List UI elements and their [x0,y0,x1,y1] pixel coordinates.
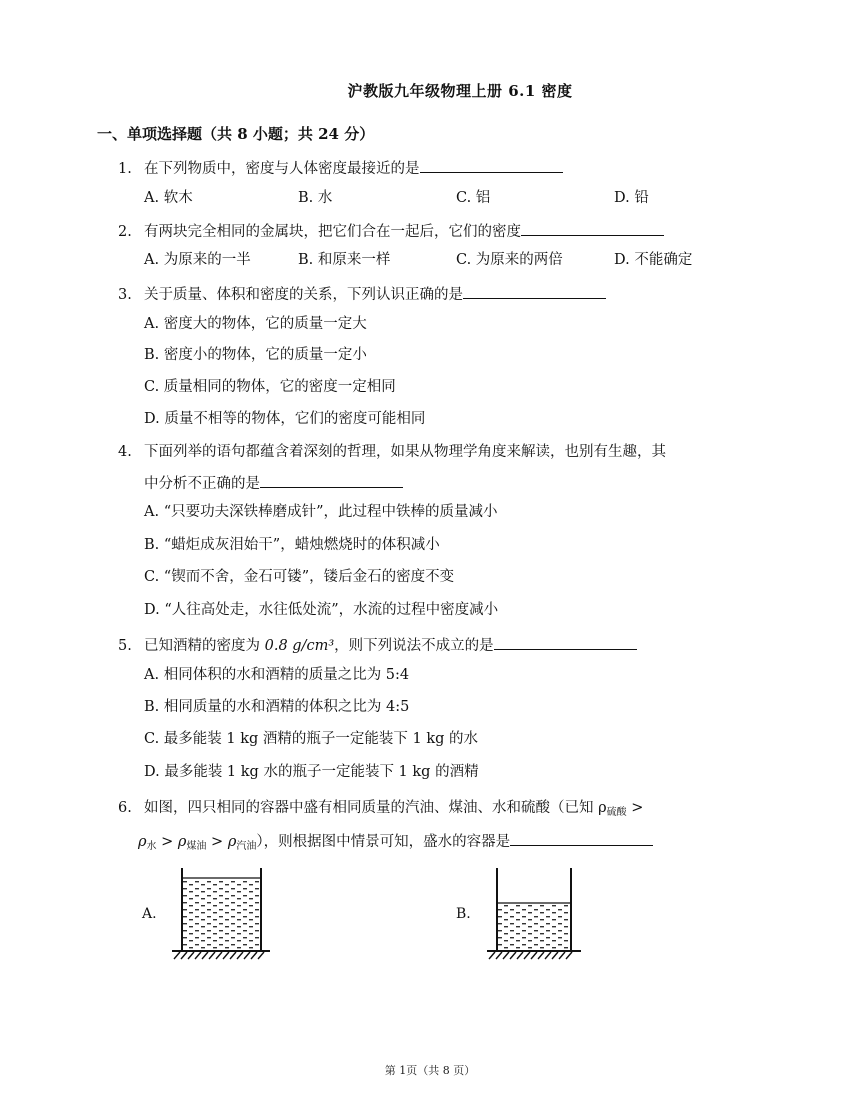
question-3 [118,283,606,305]
option-a: A. “只要功夫深铁棒磨成针”，此过程中铁棒的质量减小 [144,504,498,520]
figure-label-b: B. [456,906,471,922]
option-c: C. 最多能装 1 kg 酒精的瓶子一定能装下 1 kg 的水 [144,731,479,747]
answer-blank[interactable] [420,157,563,173]
rho-symbol: ρ [227,834,237,850]
option-c: C. 质量相同的物体，它的密度一定相同 [144,379,396,395]
question-4-line2 [144,472,403,494]
option-d: D. 最多能装 1 kg 水的瓶子一定能装下 1 kg 的酒精 [144,764,479,780]
answer-blank[interactable] [463,283,606,299]
option-b: B. 水 [298,190,333,206]
question-stem-line1: 如图，四只相同的容器中盛有相同质量的汽油、煤油、水和硫酸（已知 ρ [144,800,607,816]
question-stem: 在下列物质中，密度与人体密度最接近的是 [144,161,420,177]
subscript-sulfuric: 硫酸 [606,807,627,818]
answer-blank[interactable] [494,634,637,650]
density-value: 0.8 g/cm³ [264,638,335,654]
container-b-figure [485,865,585,965]
question-stem: 有两块完全相同的金属块，把它们合在一起后，它们的密度 [144,224,521,240]
rho-symbol: ρ [138,834,147,850]
subscript-gasoline: 汽油 [236,841,257,852]
question-number: 4. [118,444,132,460]
option-d: D. “人往高处走，水往低处流”，水流的过程中密度减小 [144,602,499,618]
question-6-line2: $\rho_水 > \rho_{煤油} > \rho_{汽油}$），则根据图中情景可知，盛水的容器是 [138,830,653,857]
option-a: A. 软木 [144,190,193,206]
option-b: B. 和原来一样 [298,252,391,268]
subscript-water: 水 [146,841,157,852]
option-a: A. 为原来的一半 [144,252,251,268]
question-6 [118,798,643,823]
container-a-figure [170,865,270,965]
option-b: B. 相同质量的水和酒精的体积之比为 4:5 [144,699,410,715]
section-heading: 一、单项选择题（共 8 小题；共 24 分） [97,125,375,143]
question-stem-line2: ），则根据图中情景可知，盛水的容器是 [256,834,511,850]
option-b: B. “蜡炬成灰泪始干”，蜡烛燃烧时的体积减小 [144,537,440,553]
question-number: 1. [118,161,132,177]
question-number: 2. [118,224,132,240]
answer-blank[interactable] [260,472,403,488]
question-stem-post: ，则下列说法不成立的是 [334,638,494,654]
subscript-kerosene: 煤油 [186,841,207,852]
option-b: B. 密度小的物体，它的质量一定小 [144,347,367,363]
option-c: C. 为原来的两倍 [456,252,563,268]
page-title: 沪教版九年级物理上册 6.1 密度 [347,82,573,100]
page-footer: 第 1页（共 8 页） [384,1064,476,1077]
figure-label-a: A. [142,906,157,922]
question-stem: 关于质量、体积和密度的关系，下列认识正确的是 [144,287,463,303]
answer-blank[interactable] [510,830,653,846]
question-number: 3. [118,287,132,303]
greater-than: > [626,800,644,816]
question-2 [118,220,664,242]
question-stem-line1: 下面列举的语句都蕴含着深刻的哲理，如果从物理学角度来解读，也别有生趣，其 [144,444,666,460]
option-d: D. 不能确定 [614,252,693,268]
question-number: 6. [118,800,132,816]
question-number: 5. [118,638,132,654]
rho-symbol: ρ [177,834,187,850]
option-c: C. “锲而不舍，金石可镂”，镂后金石的密度不变 [144,569,455,585]
question-1 [118,157,563,179]
option-a: A. 相同体积的水和酒精的质量之比为 5:4 [144,667,410,683]
answer-blank[interactable] [521,220,664,236]
question-stem-line2: 中分析不正确的是 [144,476,260,492]
option-d: D. 铅 [614,190,649,206]
option-a: A. 密度大的物体，它的质量一定大 [144,316,367,332]
option-c: C. 铝 [456,190,491,206]
question-stem-pre: 已知酒精的密度为 [144,638,265,654]
question-4 [118,442,666,462]
option-d: D. 质量不相等的物体，它们的密度可能相同 [144,411,426,427]
question-5 [118,634,637,656]
